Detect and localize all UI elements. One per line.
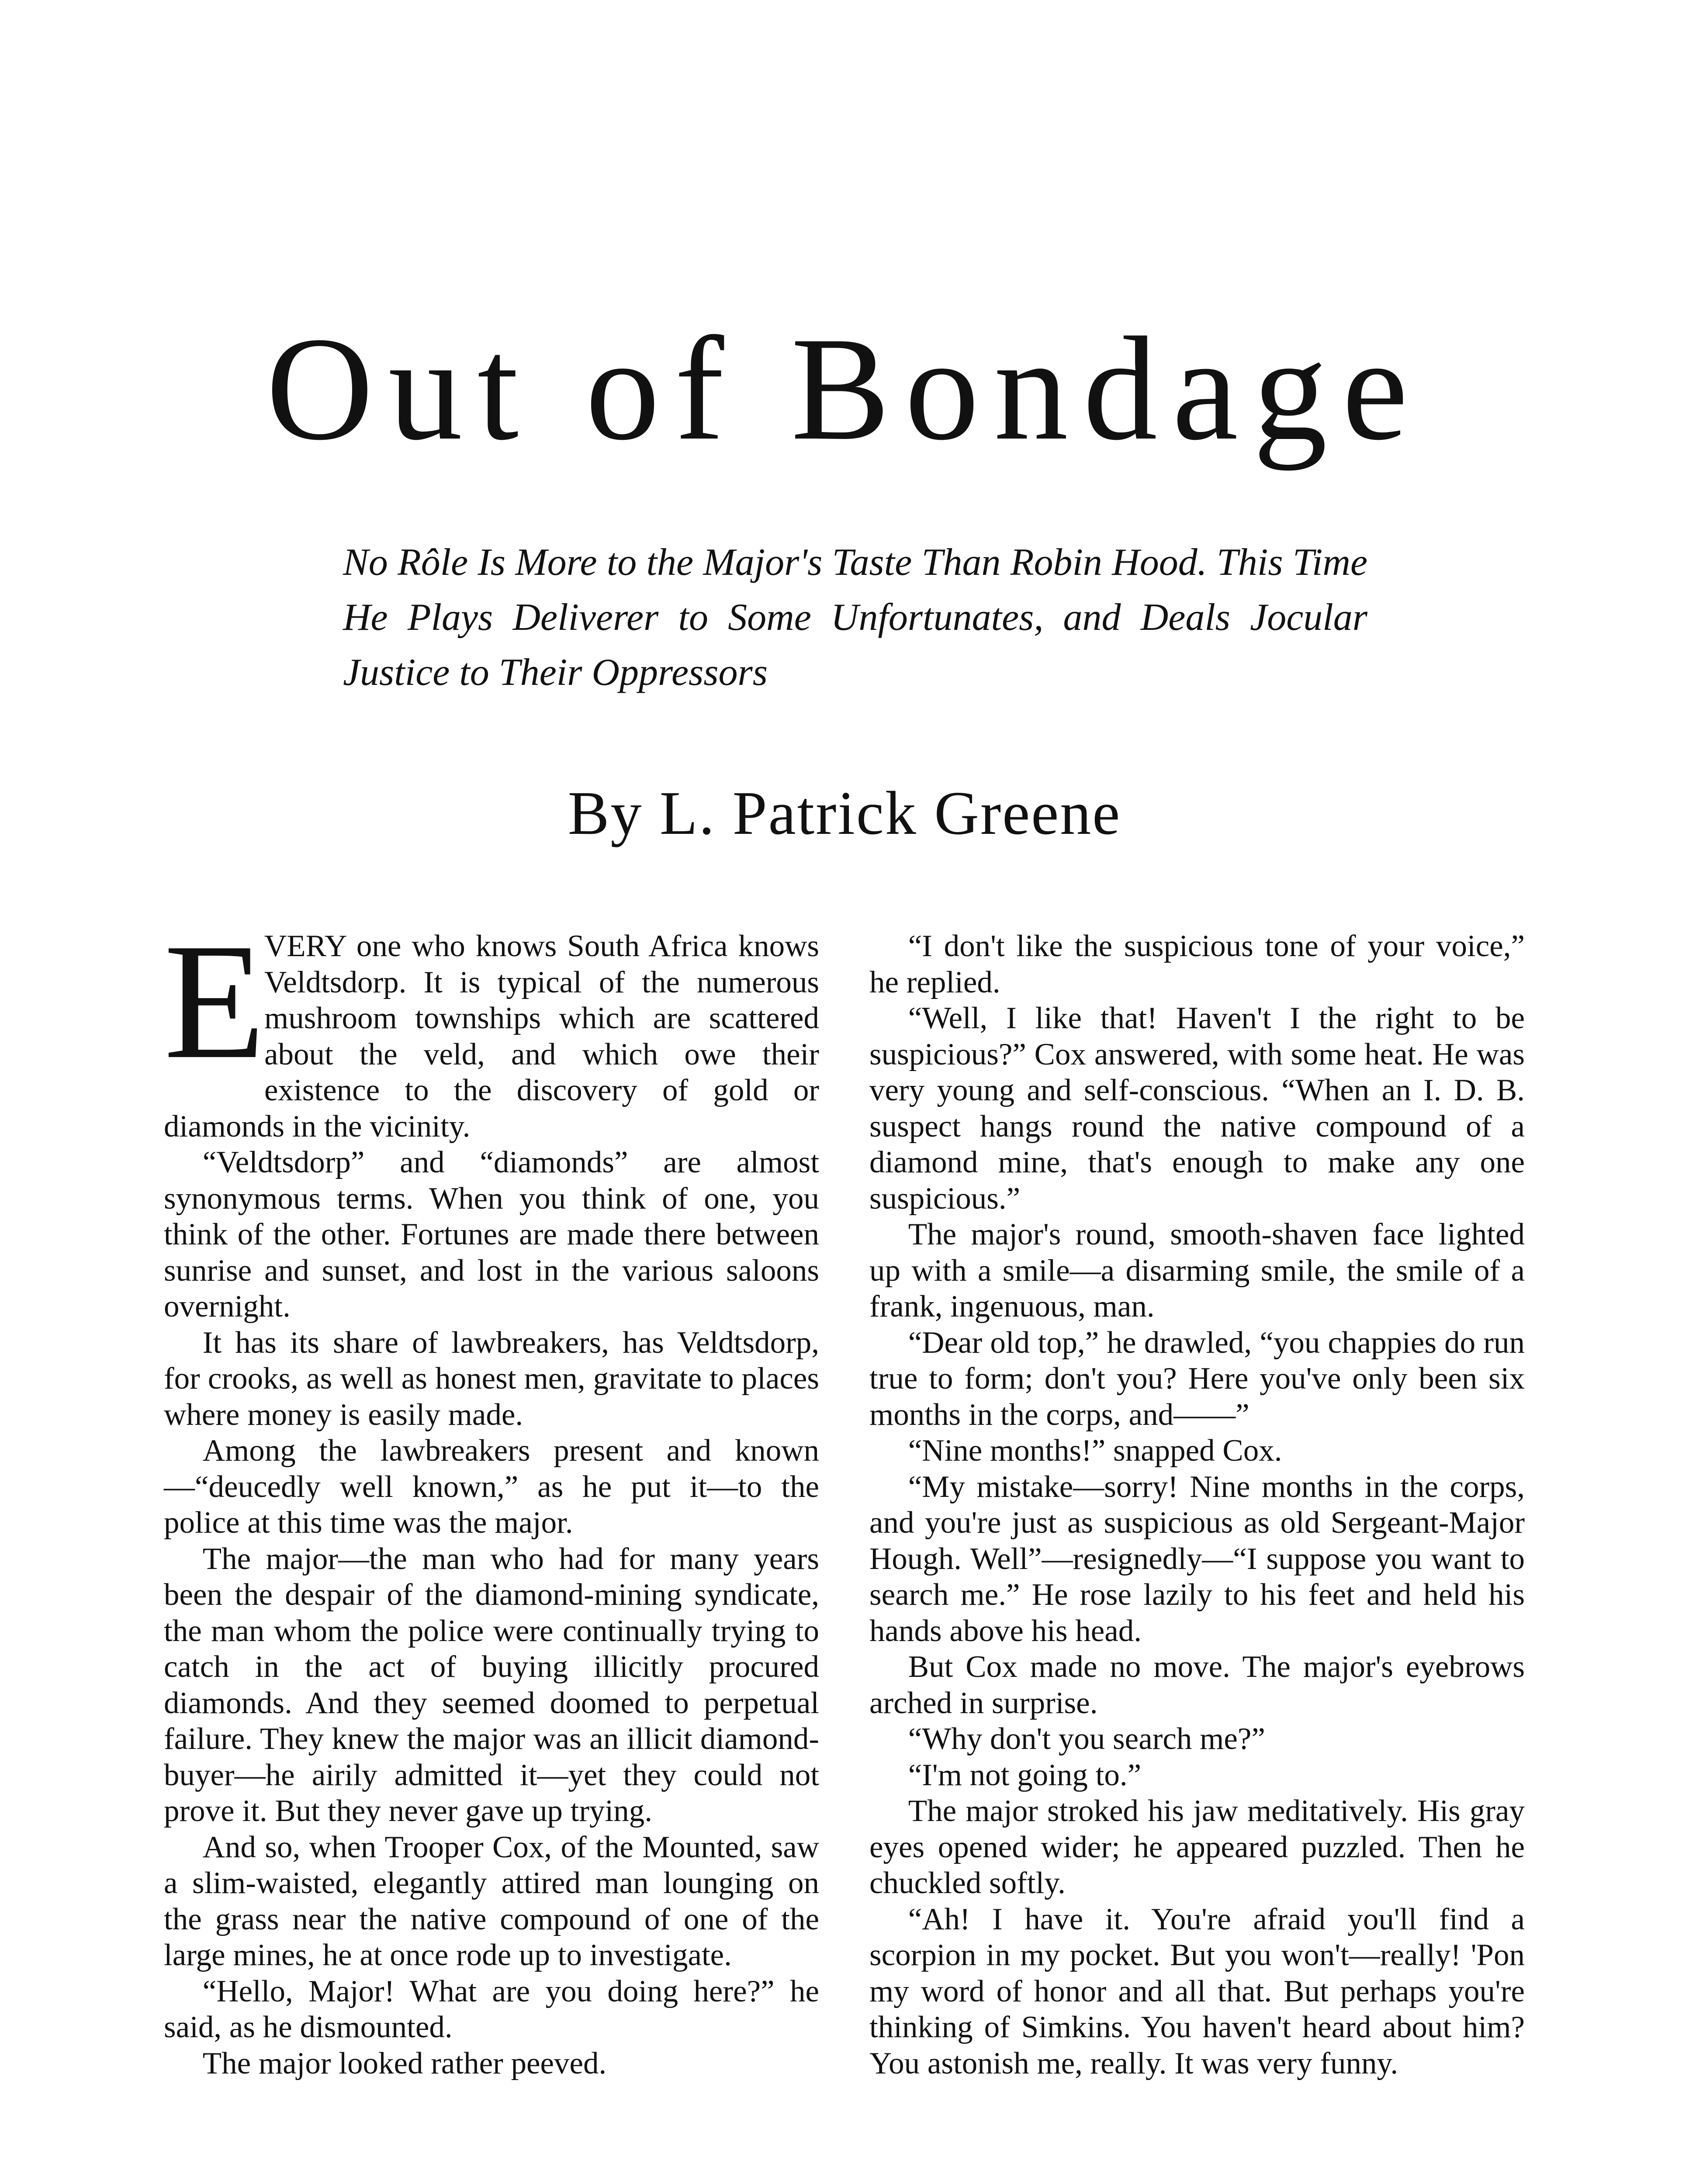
paragraph: “My mistake—sorry! Nine months in the corps, and you're just as suspicious as old Sergeant-Major Hough. Well”—resignedly—“I suppose you want to search me.” He rose lazily to his feet and held his hands above his head. xyxy=(869,1469,1525,1648)
paragraph: “Dear old top,” he drawled, “you chappies do run true to form; don't you? Here you've only been six months in the corps, and——” xyxy=(869,1325,1525,1432)
article-subtitle: No Rôle Is More to the Major's Taste Than Robin Hood. This Time He Plays Deliverer to Some Unfortunates, and Deals Jocular Justice to Their Oppressors xyxy=(343,541,1367,694)
paragraph: The major's round, smooth-shaven face lighted up with a smile—a disarming smile, the smile of a frank, ingenuous, man. xyxy=(869,1217,1525,1324)
paragraph: “Why don't you search me?” xyxy=(908,1722,1265,1756)
author-byline: By L. Patrick Greene xyxy=(568,778,1121,847)
paragraph: “I'm not going to.” xyxy=(908,1758,1142,1792)
paragraph: “Well, I like that! Haven't I the right to be suspicious?” Cox answered, with some heat. He was very young and self-conscious. “When an I. D. B. suspect hangs round the native compound of a diamond mine, that's enough to make any one suspicious.” xyxy=(869,1001,1525,1216)
drop-cap: E xyxy=(164,909,266,1093)
paragraph: It has its share of lawbreakers, has Veldtsdorp, for crooks, as well as honest men, gravitate to places where money is easily made. xyxy=(164,1325,819,1432)
paragraph: “Hello, Major! What are you doing here?” he said, as he dismounted. xyxy=(164,1974,819,2044)
article-title: Out of Bondage xyxy=(266,306,1423,471)
paragraph: “Ah! I have it. You're afraid you'll find a scorpion in my pocket. But you won't—really! 'Pon my word of honor and all that. But perhaps you're thinking of Simkins. You haven't heard about him? You astonish me, really. It was very funny. xyxy=(869,1902,1525,2080)
paragraph: Among the lawbreakers present and known—“deucedly well known,” as he put it—to the police at this time was the major. xyxy=(164,1434,819,1540)
paragraph: The major stroked his jaw meditatively. His gray eyes opened wider; he appeared puzzled. Then he chuckled softly. xyxy=(869,1794,1525,1900)
paragraph: “I don't like the suspicious tone of your voice,” he replied. xyxy=(869,929,1525,999)
paragraph: “Nine months!” snapped Cox. xyxy=(908,1434,1282,1468)
paragraph: The major—the man who had for many years been the despair of the diamond-mining syndicate, the man whom the police were continually trying to catch in the act of buying illicitly procured diamonds. And they seemed doomed to perpetual failure. They knew the major was an illicit diamond-buyer—he airily admitted it—yet they could not prove it. But they never gave up trying. xyxy=(164,1541,819,1828)
paragraph: And so, when Trooper Cox, of the Mounted, saw a slim-waisted, elegantly attired man lounging on the grass near the native compound of one of the large mines, he at once rode up to investigate. xyxy=(164,1830,819,1972)
paragraph xyxy=(164,909,819,1144)
paragraph: “Veldtsdorp” and “diamonds” are almost synonymous terms. When you think of one, you think of the other. Fortunes are made there between sunrise and sunset, and lost in the various saloons overnight. xyxy=(164,1145,819,1324)
right-text-column xyxy=(869,928,1525,2081)
paragraph-text: VERY one who knows South Africa knows Veldtsdorp. It is typical of the numerous mushroom townships which are scattered about the veld, and which owe their existence to the discovery of gold or diamonds in the vicinity. xyxy=(164,929,819,1144)
paragraph: The major looked rather peeved. xyxy=(202,2046,607,2080)
paragraph: But Cox made no move. The major's eyebrows arched in surprise. xyxy=(869,1650,1525,1720)
left-text-column xyxy=(164,909,819,2081)
